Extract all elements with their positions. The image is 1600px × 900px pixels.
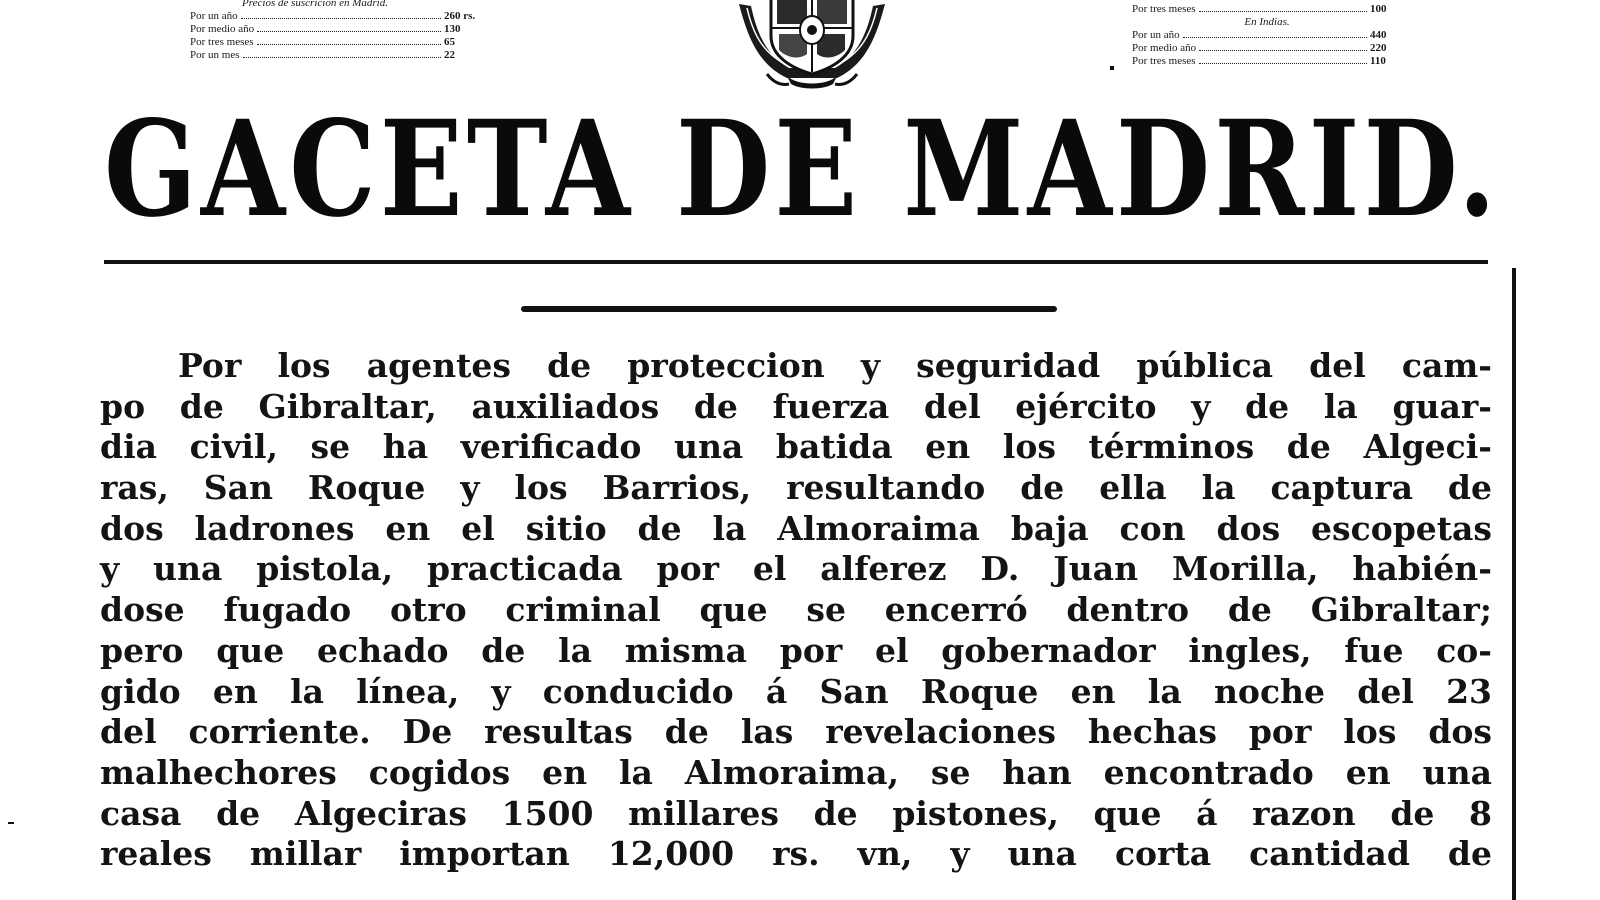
leader-dots bbox=[1199, 10, 1367, 12]
leader-dots bbox=[243, 56, 442, 58]
article-line: del corriente. De resultas de las revelaciones hechas por los dos bbox=[100, 712, 1492, 752]
article-line: po de Gibraltar, auxiliados de fuerza del ejército y de la guar- bbox=[100, 386, 1492, 426]
print-speck bbox=[1110, 66, 1114, 70]
price-label: Por medio año bbox=[190, 23, 255, 35]
article-line: y una pistola, practicada por el alferez D. Juan Morilla, habién- bbox=[100, 549, 1492, 589]
price-value: 65 bbox=[444, 36, 455, 48]
price-value: 220 bbox=[1370, 42, 1387, 54]
price-label: Por medio año bbox=[1132, 42, 1197, 54]
price-value: 440 bbox=[1370, 29, 1387, 41]
price-label: Por un mes bbox=[190, 49, 240, 61]
price-row bbox=[1132, 55, 1402, 68]
column-rule bbox=[1512, 268, 1516, 900]
price-value: 110 bbox=[1370, 55, 1386, 67]
price-value: 260 rs. bbox=[444, 10, 476, 22]
masthead-rule bbox=[104, 260, 1488, 264]
article-line: Por los agentes de proteccion y seguridad pública del cam- bbox=[178, 346, 1492, 385]
price-row bbox=[190, 10, 480, 23]
price-label: Por tres meses bbox=[1132, 3, 1196, 15]
leader-dots bbox=[257, 43, 441, 45]
price-value: 130 bbox=[444, 23, 461, 35]
price-label: Por un año bbox=[1132, 29, 1180, 41]
price-row bbox=[190, 49, 480, 62]
price-row bbox=[190, 23, 480, 36]
article-line: ras, San Roque y los Barrios, resultando de ella la captura de bbox=[100, 468, 1492, 508]
article-line: dos ladrones en el sitio de la Almoraima baja con dos escopetas bbox=[100, 508, 1492, 548]
price-label: Por un año bbox=[190, 10, 238, 22]
print-speck bbox=[8, 822, 14, 824]
leader-dots bbox=[241, 17, 441, 19]
price-row bbox=[1132, 3, 1402, 16]
price-label: Por tres meses bbox=[190, 36, 254, 48]
article-line: reales millar importan 12,000 rs. vn, y una corta cantidad de bbox=[100, 834, 1492, 874]
price-row bbox=[190, 36, 480, 49]
leader-dots bbox=[1183, 36, 1367, 38]
leader-dots bbox=[1199, 49, 1367, 51]
article-line: pero que echado de la misma por el gobernador ingles, fue co- bbox=[100, 630, 1492, 670]
section-divider bbox=[521, 306, 1057, 312]
article-line: dia civil, se ha verificado una batida en los términos de Algeci- bbox=[100, 427, 1492, 467]
article-line: gido en la línea, y conducido á San Roque en la noche del 23 bbox=[100, 671, 1492, 711]
leader-dots bbox=[1199, 62, 1367, 64]
article-line: malhechores cogidos en la Almoraima, se han encontrado en una bbox=[100, 752, 1492, 792]
article-body bbox=[100, 346, 1492, 875]
price-row bbox=[1132, 29, 1402, 42]
price-value: 22 bbox=[444, 49, 455, 61]
price-row bbox=[1132, 42, 1402, 55]
subscription-prices-provinces bbox=[1132, 3, 1402, 68]
article-line: casa de Algeciras 1500 millares de pistones, que á razon de 8 bbox=[100, 793, 1492, 833]
masthead-title: GACETA DE MADRID. bbox=[104, 92, 1500, 247]
article-line: dose fugado otro criminal que se encerró dentro de Gibraltar; bbox=[100, 590, 1492, 630]
subscription-prices-madrid bbox=[190, 0, 490, 62]
leader-dots bbox=[257, 30, 441, 32]
prices-heading-indias: En Indias. bbox=[1244, 16, 1290, 28]
prices-heading-madrid: Precios de suscricion en Madrid. bbox=[242, 0, 388, 9]
price-value: 100 bbox=[1370, 3, 1387, 15]
coat-of-arms-icon bbox=[727, 0, 897, 90]
price-label: Por tres meses bbox=[1132, 55, 1196, 67]
